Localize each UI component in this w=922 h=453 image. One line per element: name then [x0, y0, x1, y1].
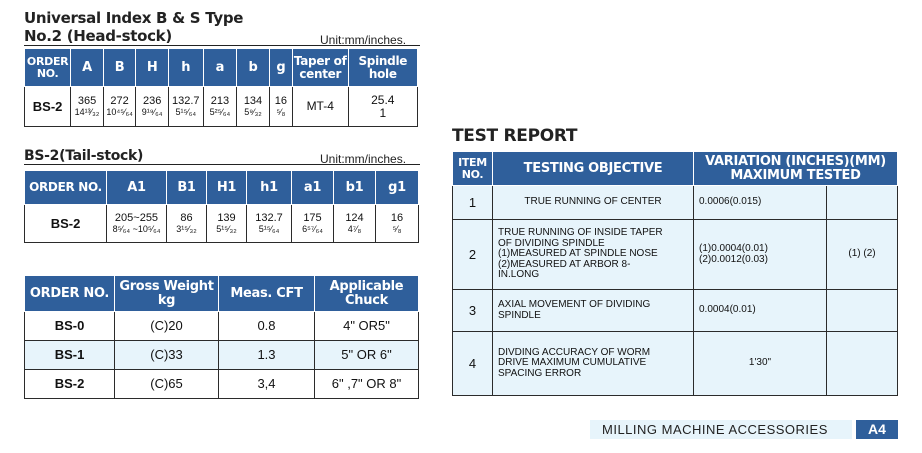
- header-g1: g1: [376, 171, 419, 205]
- header-a-lower: a: [203, 49, 237, 87]
- chuck-cell: 5" OR 6": [315, 341, 419, 370]
- item-no-cell: 2: [453, 220, 493, 290]
- order-cell: BS-1: [25, 341, 115, 370]
- table-row: [453, 332, 898, 396]
- header-applicable-chuck: Applicable Chuck: [315, 276, 419, 312]
- header-g: g: [269, 49, 292, 87]
- tested-cell: (1) (2): [827, 220, 898, 290]
- cell-a-lower: [203, 87, 237, 127]
- cell-h1-lower: [247, 205, 292, 243]
- headstock-unit: Unit:mm/inches.: [320, 33, 407, 47]
- header-b-lower: b: [237, 49, 270, 87]
- value-mm: 25.4: [371, 92, 395, 107]
- tested-cell: [827, 290, 898, 332]
- variation-cell: (1)0.0004(0.01) (2)0.0012(0.03): [694, 220, 827, 290]
- chuck-cell: 4" OR5": [315, 312, 419, 341]
- value-mm: 139: [217, 212, 236, 224]
- table-row: [25, 205, 419, 243]
- value-in: 5¹⁵⁄₆₄: [175, 106, 197, 117]
- value-in: 5²⁵⁄₆₄: [209, 106, 231, 117]
- item-no-cell: 1: [453, 186, 493, 220]
- table-row: [25, 312, 419, 341]
- cell-h-lower: [168, 87, 203, 127]
- value-in: 3¹⁵⁄₃₂: [176, 223, 197, 234]
- page-number-badge: A4: [856, 420, 898, 439]
- table-row: [25, 370, 419, 399]
- order-cell: BS-2: [25, 370, 115, 399]
- value-mm: 272: [110, 95, 129, 107]
- value-in: 4⁷⁄₈: [347, 223, 362, 234]
- cell-taper: MT-4: [292, 87, 348, 127]
- header-meas-cft: Meas. CFT: [219, 276, 315, 312]
- value-mm: 132.7: [171, 95, 200, 107]
- header-variation: VARIATION (INCHES)(MM) MAXIMUM TESTED: [694, 152, 898, 186]
- tested-cell: [827, 332, 898, 396]
- value-mm: 213: [210, 95, 230, 107]
- header-a: A: [71, 49, 104, 87]
- value-mm: 16: [390, 212, 404, 224]
- value-mm: 134: [243, 95, 263, 107]
- header-b1: B1: [167, 171, 207, 205]
- tailstock-table: [24, 170, 419, 243]
- objective-cell: TRUE RUNNING OF INSIDE TAPER OF DIVIDING SPINDLE (1)MEASURED AT SPINDLE NOSE (2)MEASURED AT ARBOR 8-IN.LONG: [493, 220, 694, 290]
- header-a1-lower: a1: [292, 171, 334, 205]
- value-in: 5¹⁵⁄₃₂: [216, 223, 237, 234]
- chuck-table: [24, 275, 419, 399]
- cell-a1-lower: [292, 205, 334, 243]
- header-b1-lower: b1: [334, 171, 376, 205]
- table-row: [453, 220, 898, 290]
- header-order-no: ORDER NO.: [25, 171, 107, 205]
- value-mm: 175: [303, 212, 322, 224]
- header-h-lower: h: [168, 49, 203, 87]
- objective-cell: AXIAL MOVEMENT OF DIVIDING SPINDLE: [493, 290, 694, 332]
- order-cell: BS-0: [25, 312, 115, 341]
- variation-cell: 0.0006(0.015): [694, 186, 827, 220]
- header-order-no: ORDER NO.: [25, 49, 71, 87]
- cell-h-upper: [136, 87, 169, 127]
- header-h1-lower: h1: [247, 171, 292, 205]
- chuck-cell: 6" ,7" OR 8": [315, 370, 419, 399]
- table-row: [25, 87, 418, 127]
- headstock-title-line2: No.2 (Head-stock): [24, 27, 420, 46]
- value-mm: 205~255: [114, 212, 159, 224]
- header-gross-weight: Gross Weight kg: [115, 276, 219, 312]
- cell-a: [71, 87, 104, 127]
- header-b: B: [103, 49, 136, 87]
- value-in: 8⁵⁄₆₄ ~10⁵⁄₆₄: [112, 223, 161, 234]
- header-h1-upper: H1: [207, 171, 247, 205]
- cell-b1: [167, 205, 207, 243]
- value-in: 6⁵⁷⁄₆₄: [302, 223, 323, 234]
- cft-cell: 1.3: [219, 341, 315, 370]
- item-no-cell: 3: [453, 290, 493, 332]
- cell-b1-lower: [334, 205, 376, 243]
- value-in: 9¹⁹⁄₆₄: [141, 106, 163, 117]
- headstock-header-row: [25, 49, 418, 87]
- order-cell: BS-2: [25, 87, 71, 127]
- cft-cell: 3,4: [219, 370, 315, 399]
- cell-g: [269, 87, 292, 127]
- footer-section-text: MILLING MACHINE ACCESSORIES: [602, 422, 828, 437]
- cell-h1-upper: [207, 205, 247, 243]
- value-in: 5⁹⁄₃₂: [244, 106, 262, 117]
- header-h-upper: H: [136, 49, 169, 87]
- weight-cell: (C)20: [115, 312, 219, 341]
- footer-section-label: [590, 420, 852, 439]
- tailstock-header-row: [25, 171, 419, 205]
- value-in: 1: [379, 105, 387, 120]
- variation-cell: 0.0004(0.01): [694, 290, 827, 332]
- weight-cell: (C)65: [115, 370, 219, 399]
- table-row: [453, 186, 898, 220]
- value-mm: 236: [142, 95, 162, 107]
- headstock-table: [24, 48, 418, 127]
- tailstock-title: BS-2(Tail-stock): [24, 148, 420, 165]
- objective-cell: TRUE RUNNING OF CENTER: [493, 186, 694, 220]
- header-spindle-hole: Spindle hole: [348, 49, 417, 87]
- cell-a1: [107, 205, 167, 243]
- cell-spindle-hole: [348, 87, 417, 127]
- value-mm: 16: [274, 95, 287, 107]
- header-a1: A1: [107, 171, 167, 205]
- header-order-no: ORDER NO.: [25, 276, 115, 312]
- test-report-table: [452, 151, 898, 396]
- value-in: 10⁴⁵⁄₆₄: [106, 106, 133, 117]
- header-taper: Taper of center: [292, 49, 348, 87]
- value-in: 14¹³⁄₃₂: [74, 106, 100, 117]
- cell-g1: [376, 205, 419, 243]
- value-mm: 365: [77, 95, 97, 107]
- cft-cell: 0.8: [219, 312, 315, 341]
- value-mm: 86: [180, 212, 193, 224]
- cell-b: [103, 87, 136, 127]
- value-in: ⁵⁄₈: [276, 106, 286, 117]
- tailstock-unit: Unit:mm/inches.: [320, 152, 407, 166]
- value-in: ⁵⁄₈: [392, 223, 402, 234]
- table-row: [25, 341, 419, 370]
- value-mm: 132.7: [255, 212, 283, 224]
- cell-b-lower: [237, 87, 270, 127]
- order-cell: BS-2: [25, 205, 107, 243]
- header-testing-objective: TESTING OBJECTIVE: [493, 152, 694, 186]
- chuck-header-row: [25, 276, 419, 312]
- value-in: 5¹⁵⁄₆₄: [258, 223, 280, 234]
- item-no-cell: 4: [453, 332, 493, 396]
- header-item-no: ITEM NO.: [453, 152, 493, 186]
- weight-cell: (C)33: [115, 341, 219, 370]
- objective-cell: DIVDING ACCURACY OF WORM DRIVE MAXIMUM CUMULATIVE SPACING ERROR: [493, 332, 694, 396]
- tested-cell: [827, 186, 898, 220]
- test-header-row: [453, 152, 898, 186]
- headstock-title-line1: Universal Index B & S Type: [24, 9, 244, 27]
- variation-cell: 1'30": [694, 332, 827, 396]
- table-row: [453, 290, 898, 332]
- test-report-title: TEST REPORT: [452, 126, 578, 146]
- value-mm: 124: [345, 212, 364, 224]
